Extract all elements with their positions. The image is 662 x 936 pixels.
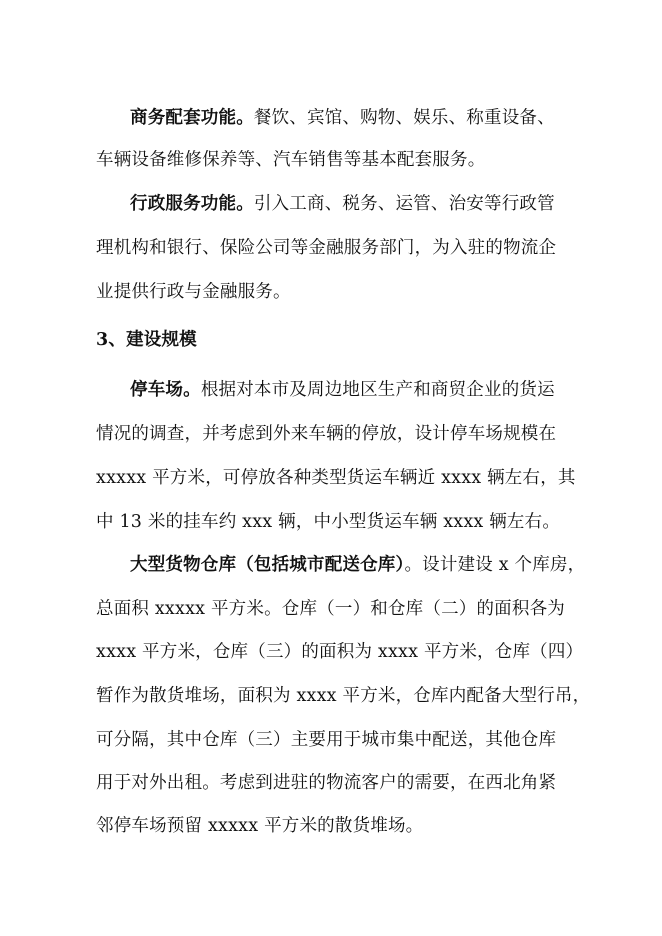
paragraph-line: xxxxx 平方米，可停放各种类型货运车辆近 xxxx 辆左右，其 xyxy=(96,468,576,488)
paragraph-text: 引入工商、税务、运管、治安等行政管 xyxy=(253,194,555,214)
section-heading: 商务配套功能。 xyxy=(130,108,254,128)
paragraph-line: 理机构和银行、保险公司等金融服务部门，为入驻的物流企 xyxy=(96,238,557,258)
paragraph-line: 情况的调查，并考虑到外来车辆的停放，设计停车场规模在 xyxy=(96,424,557,444)
paragraph-text: 根据对本市及周边地区生产和商贸企业的货运 xyxy=(200,380,555,400)
paragraph-line: 车辆设备维修保养等、汽车销售等基本配套服务。 xyxy=(96,150,486,170)
paragraph-line: 总面积 xxxxx 平方米。仓库（一）和仓库（二）的面积各为 xyxy=(96,599,565,619)
paragraph-line: xxxx 平方米，仓库（三）的面积为 xxxx 平方米，仓库（四） xyxy=(96,642,584,662)
paragraph-line: 中 13 米的挂车约 xxx 辆，中小型货运车辆 xxxx 辆左右。 xyxy=(96,512,561,532)
paragraph-line: 用于对外出租。考虑到进驻的物流客户的需要，在西北角紧 xyxy=(96,773,557,793)
section-heading: 行政服务功能。 xyxy=(130,194,254,214)
section-heading: 大型货物仓库（包括城市配送仓库） xyxy=(130,555,405,575)
paragraph-line xyxy=(130,106,555,130)
paragraph-line: 邻停车场预留 xxxxx 平方米的散货堆场。 xyxy=(96,816,424,836)
paragraph-text: 。设计建设 x 个库房， xyxy=(404,555,586,575)
paragraph-line: 可分隔，其中仓库（三）主要用于城市集中配送，其他仓库 xyxy=(96,730,557,750)
section-heading: 停车场。 xyxy=(130,380,201,400)
section-title: 3、建设规模 xyxy=(96,330,197,350)
paragraph-line: 业提供行政与金融服务。 xyxy=(96,282,291,302)
paragraph-line xyxy=(130,378,555,402)
paragraph-text: 餐饮、宾馆、购物、娱乐、称重设备、 xyxy=(253,108,555,128)
paragraph-line: 暂作为散货堆场，面积为 xxxx 平方米，仓库内配备大型行吊， xyxy=(96,686,591,706)
paragraph-line xyxy=(130,192,555,216)
paragraph-line xyxy=(130,553,585,577)
